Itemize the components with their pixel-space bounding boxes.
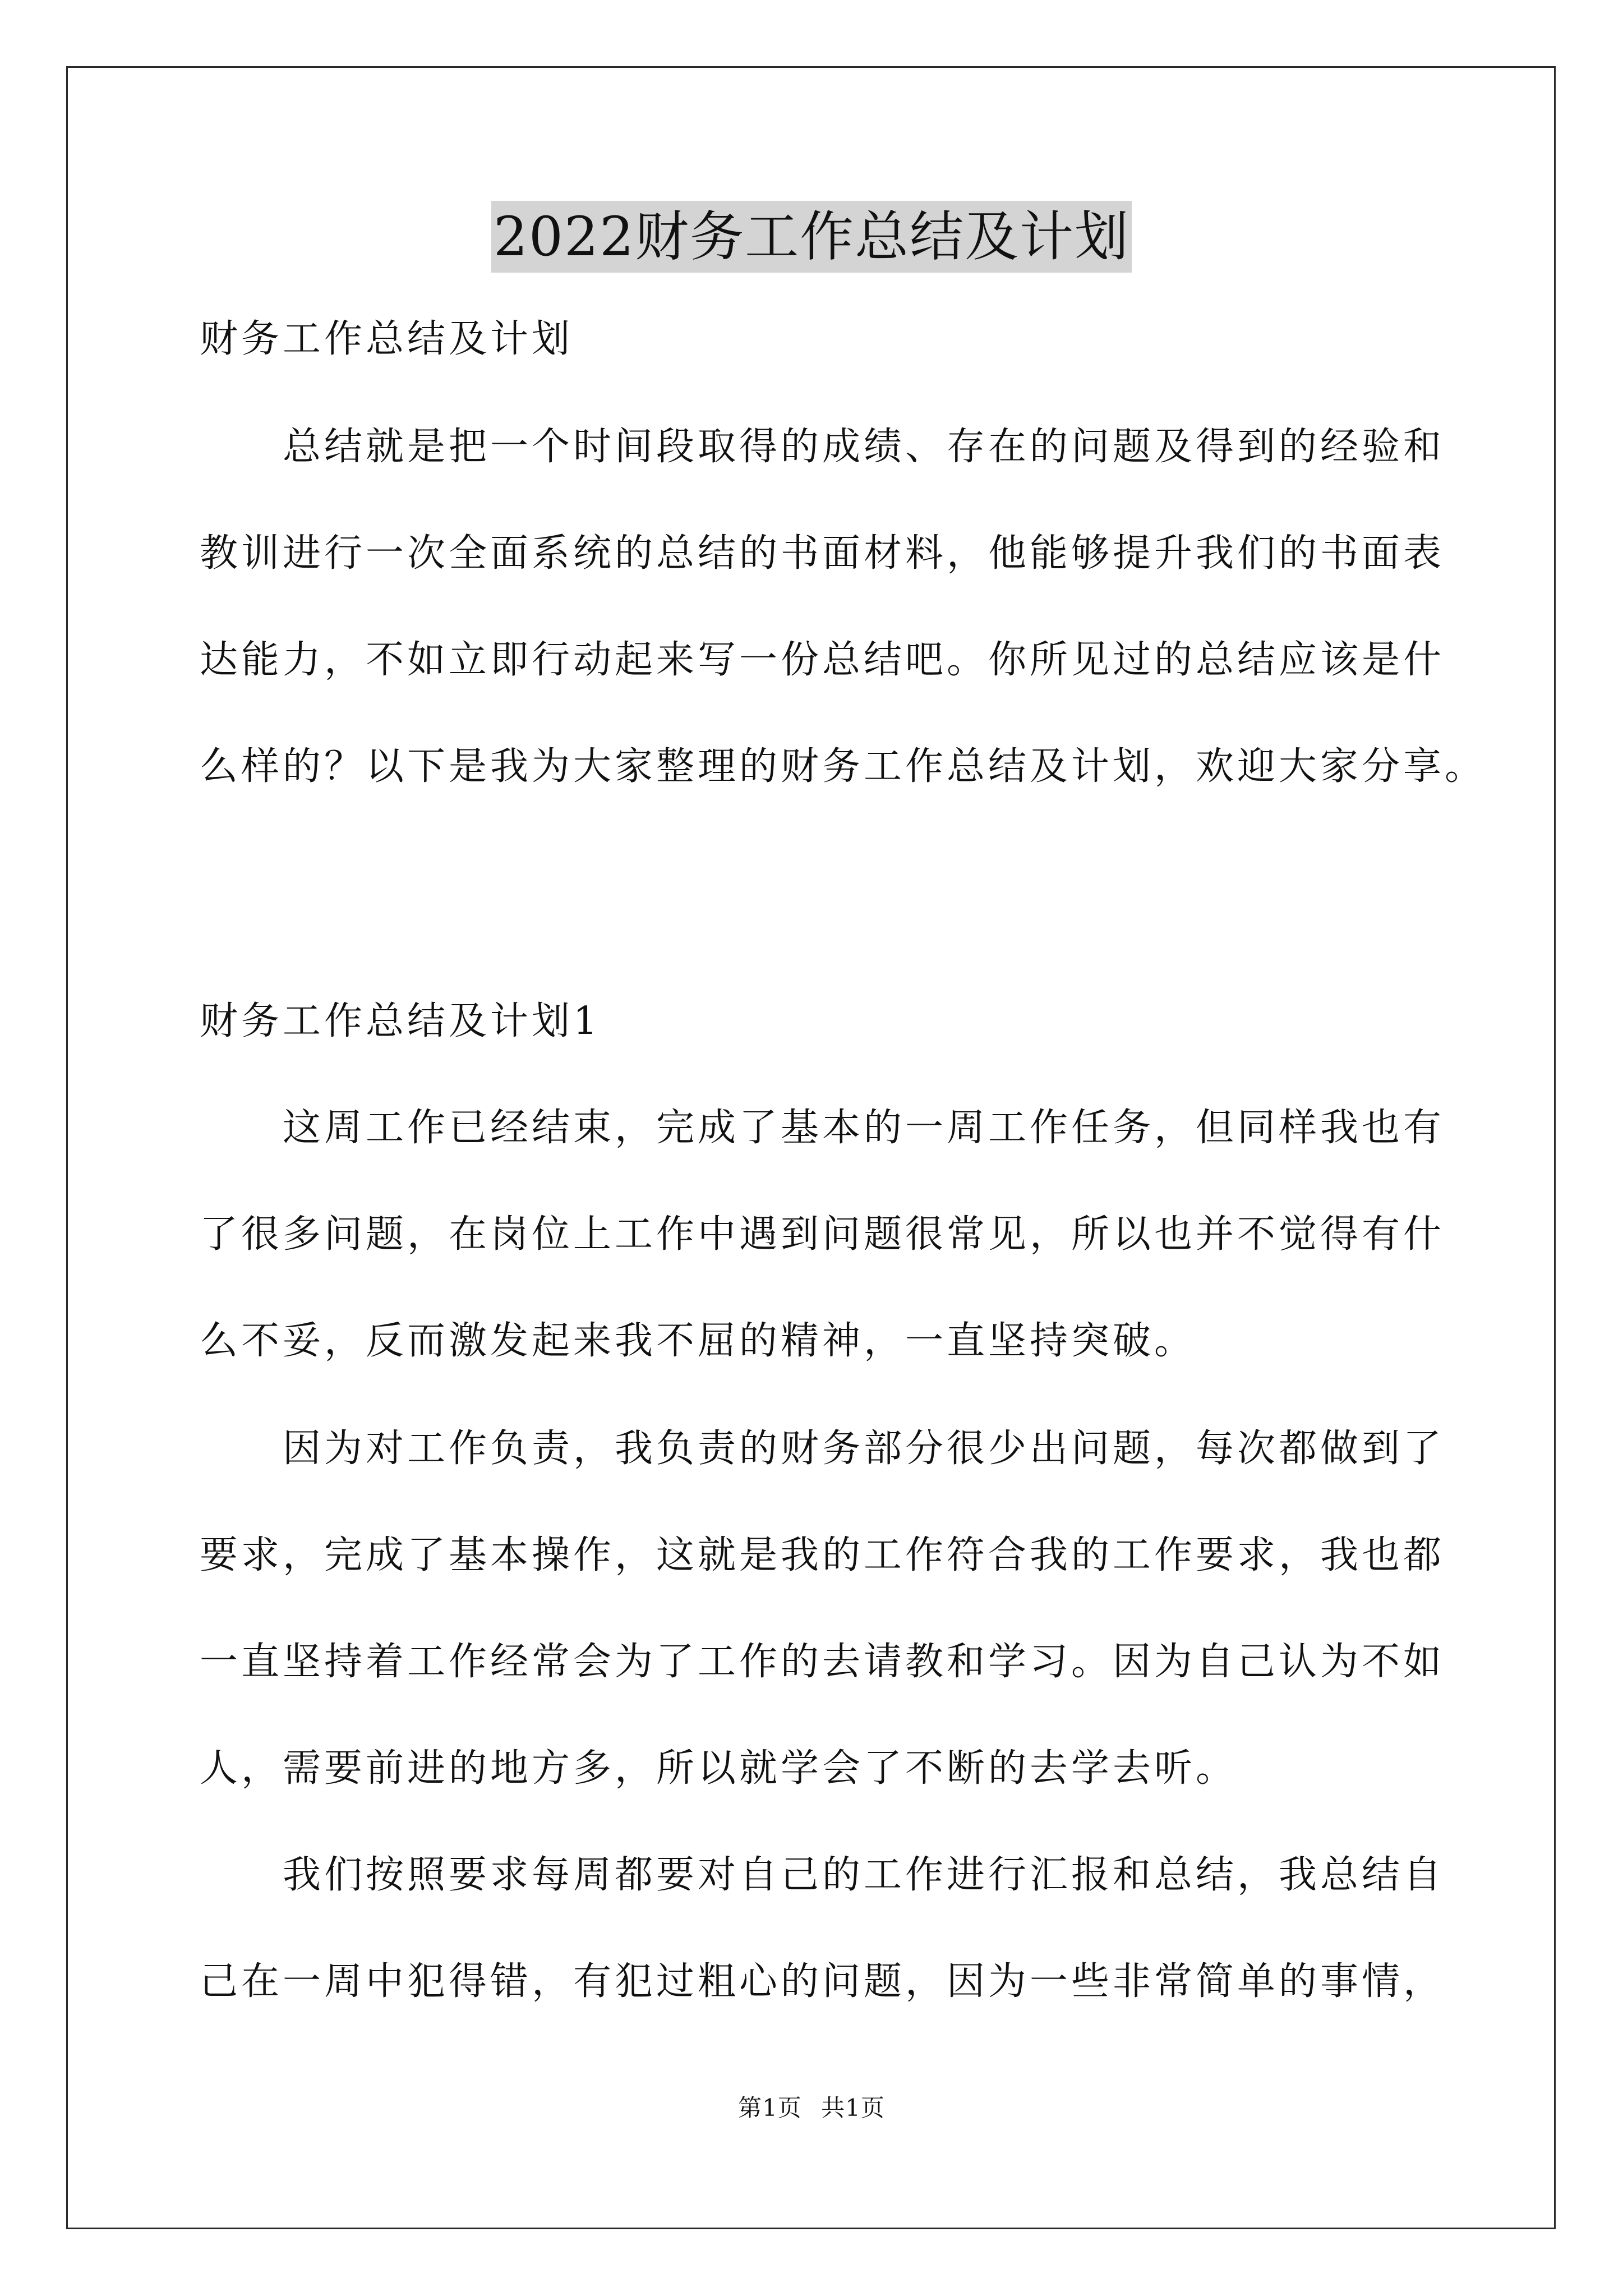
section-heading: 财务工作总结及计划1 [200,999,601,1043]
page-footer [0,2092,1623,2124]
paragraph-line: 达能力，不如立即行动起来写一份总结吧。你所见过的总结应该是什 [200,638,1445,682]
document-title: 2022财务工作总结及计划 [491,201,1132,273]
paragraph-line: 我们按照要求每周都要对自己的工作进行汇报和总结，我总结自 [200,1853,1445,1897]
page-number: 第1页 [738,2094,802,2122]
paragraph-line: 因为对工作负责，我负责的财务部分很少出问题，每次都做到了 [200,1427,1445,1471]
paragraph-line: 了很多问题，在岗位上工作中遇到问题很常见，所以也并不觉得有什 [200,1212,1445,1257]
title-wrap [0,201,1623,273]
paragraph-line: 么不妥，反而激发起来我不屈的精神，一直坚持突破。 [200,1319,1196,1363]
page-total: 共1页 [821,2094,885,2122]
paragraph-line: 教训进行一次全面系统的总结的书面材料，他能够提升我们的书面表 [200,531,1445,576]
paragraph-line: 么样的？以下是我为大家整理的财务工作总结及计划，欢迎大家分享。 [200,744,1487,789]
paragraph-line: 这周工作已经结束，完成了基本的一周工作任务，但同样我也有 [200,1106,1445,1150]
paragraph-line: 人，需要前进的地方多，所以就学会了不断的去学去听。 [200,1746,1238,1791]
paragraph-line: 一直坚持着工作经常会为了工作的去请教和学习。因为自己认为不如 [200,1640,1445,1684]
paragraph-line: 要求，完成了基本操作，这就是我的工作符合我的工作要求，我也都 [200,1533,1445,1577]
paragraph-line: 总结就是把一个时间段取得的成绩、存在的问题及得到的经验和 [200,425,1445,469]
section-heading: 财务工作总结及计划 [200,317,574,361]
paragraph-line: 己在一周中犯得错，有犯过粗心的问题，因为一些非常简单的事情， [200,1959,1445,2004]
